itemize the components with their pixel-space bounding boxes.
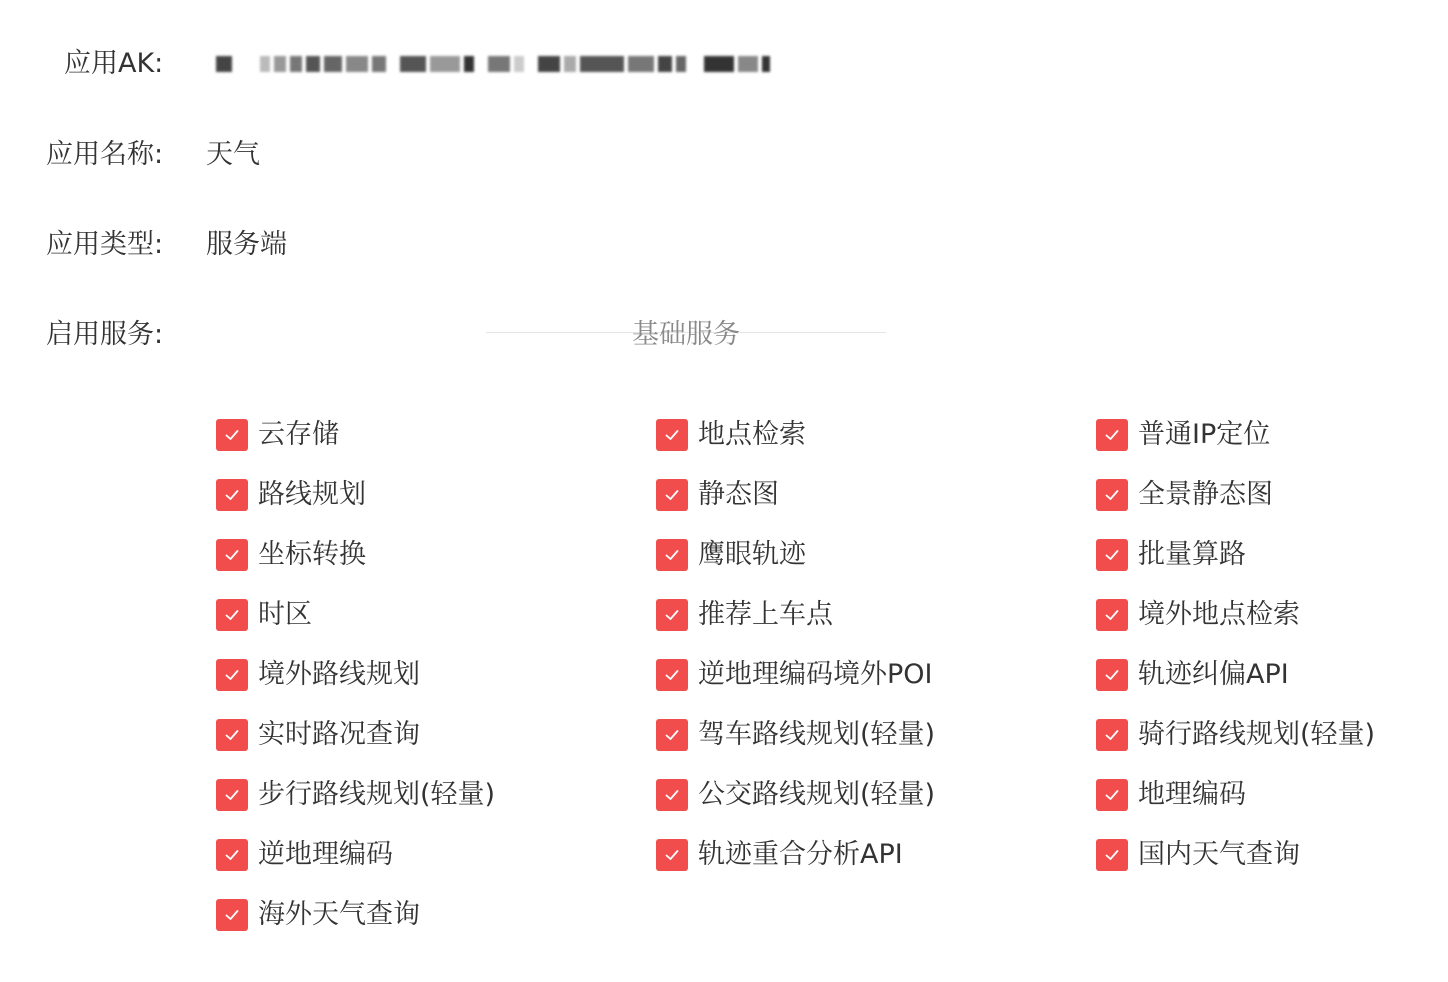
service-checkbox[interactable] [656,659,688,691]
service-checkbox[interactable] [656,599,688,631]
service-label: 轨迹纠偏API [1138,659,1289,690]
service-item[interactable] [216,715,656,755]
service-label: 地理编码 [1138,779,1246,810]
service-checkbox[interactable] [1096,839,1128,871]
service-item[interactable] [656,715,1096,755]
service-label: 逆地理编码 [258,839,393,870]
service-item[interactable] [656,535,1096,575]
service-label: 境外路线规划 [258,659,420,690]
check-icon [1103,426,1121,444]
ak-label: 应用AK: [64,48,164,79]
check-icon [663,666,681,684]
service-item[interactable] [216,475,656,515]
service-label: 批量算路 [1138,539,1246,570]
check-icon [1103,666,1121,684]
service-item[interactable] [216,895,656,935]
service-item[interactable] [1096,775,1436,815]
service-label: 地点检索 [698,419,806,450]
service-checkbox[interactable] [1096,659,1128,691]
app-name-label: 应用名称: [46,139,164,170]
service-item[interactable] [1096,835,1436,875]
service-checkbox[interactable] [216,599,248,631]
service-checkbox[interactable] [216,479,248,511]
service-item[interactable] [1096,595,1436,635]
service-checkbox[interactable] [216,839,248,871]
service-label: 轨迹重合分析API [698,839,903,870]
check-icon [223,726,241,744]
service-label: 推荐上车点 [698,599,833,630]
service-checkbox[interactable] [1096,419,1128,451]
service-checkbox[interactable] [216,899,248,931]
app-name-value: 天气 [206,139,260,170]
check-icon [1103,846,1121,864]
service-item[interactable] [656,475,1096,515]
check-icon [223,906,241,924]
service-item[interactable] [656,655,1096,695]
service-label: 云存储 [258,419,339,450]
check-icon [663,726,681,744]
check-icon [1103,486,1121,504]
service-item[interactable] [1096,715,1436,755]
service-label: 静态图 [698,479,779,510]
services-grid [216,415,1436,955]
check-icon [223,546,241,564]
service-label: 实时路况查询 [258,719,420,750]
check-icon [223,606,241,624]
service-label: 坐标转换 [258,539,366,570]
check-icon [223,786,241,804]
service-label: 驾车路线规划(轻量) [698,719,936,750]
service-label: 步行路线规划(轻量) [258,779,496,810]
app-type-value: 服务端 [206,229,287,260]
service-label: 海外天气查询 [258,899,420,930]
check-icon [663,846,681,864]
check-icon [223,426,241,444]
check-icon [663,486,681,504]
service-checkbox[interactable] [656,779,688,811]
service-label: 鹰眼轨迹 [698,539,806,570]
service-label: 逆地理编码境外POI [698,659,933,690]
service-checkbox[interactable] [656,719,688,751]
services-label: 启用服务: [46,319,164,350]
service-item[interactable] [216,655,656,695]
app-type-label: 应用类型: [46,229,164,260]
check-icon [663,546,681,564]
service-checkbox[interactable] [216,419,248,451]
service-item[interactable] [216,595,656,635]
service-checkbox[interactable] [1096,719,1128,751]
check-icon [663,426,681,444]
check-icon [663,606,681,624]
service-label: 公交路线规划(轻量) [698,779,936,810]
service-label: 境外地点检索 [1138,599,1300,630]
service-item[interactable] [656,415,1096,455]
service-checkbox[interactable] [656,539,688,571]
service-label: 骑行路线规划(轻量) [1138,719,1376,750]
service-checkbox[interactable] [216,659,248,691]
service-item[interactable] [216,535,656,575]
service-item[interactable] [1096,415,1436,455]
service-checkbox[interactable] [656,419,688,451]
service-item[interactable] [216,835,656,875]
check-icon [1103,726,1121,744]
check-icon [223,666,241,684]
service-checkbox[interactable] [216,779,248,811]
service-label: 国内天气查询 [1138,839,1300,870]
section-title: 基础服务 [632,319,740,350]
check-icon [223,846,241,864]
service-checkbox[interactable] [1096,479,1128,511]
service-item[interactable] [656,835,1096,875]
service-item[interactable] [216,415,656,455]
service-checkbox[interactable] [216,719,248,751]
check-icon [663,786,681,804]
service-checkbox[interactable] [656,839,688,871]
check-icon [1103,786,1121,804]
service-item[interactable] [656,595,1096,635]
check-icon [223,486,241,504]
service-label: 时区 [258,599,312,630]
service-checkbox[interactable] [216,539,248,571]
service-label: 全景静态图 [1138,479,1273,510]
check-icon [1103,606,1121,624]
ak-value-masked [216,55,770,73]
service-item[interactable] [1096,535,1436,575]
service-checkbox[interactable] [1096,539,1128,571]
service-item[interactable] [216,775,656,815]
service-label: 普通IP定位 [1138,419,1271,450]
service-checkbox[interactable] [656,479,688,511]
service-item[interactable] [656,775,1096,815]
service-checkbox[interactable] [1096,599,1128,631]
check-icon [1103,546,1121,564]
service-item[interactable] [1096,655,1436,695]
service-label: 路线规划 [258,479,366,510]
service-item[interactable] [1096,475,1436,515]
service-checkbox[interactable] [1096,779,1128,811]
